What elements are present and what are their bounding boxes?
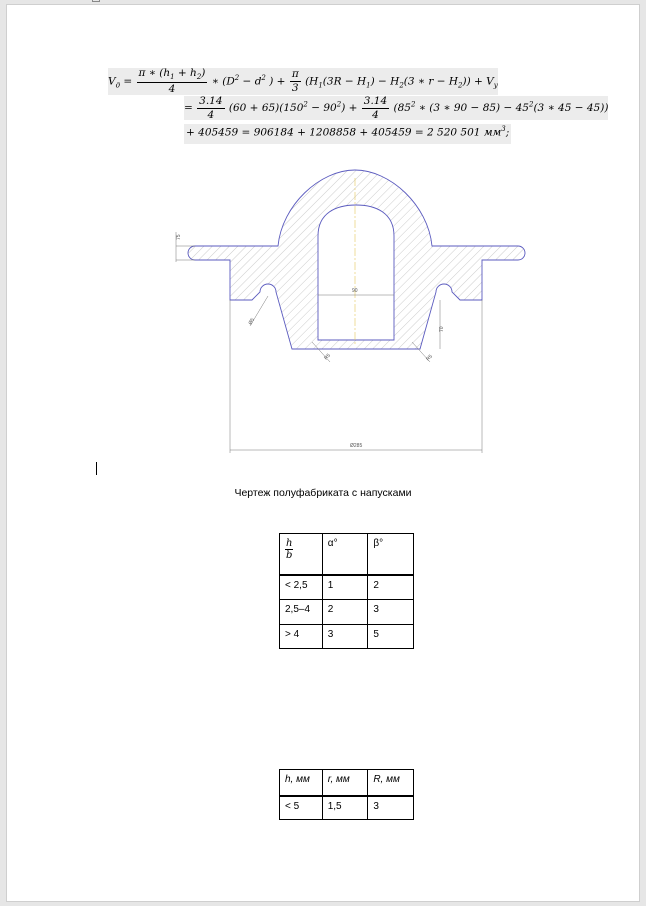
eq-num: 3.14 bbox=[363, 95, 388, 107]
angles-table bbox=[279, 533, 414, 649]
eq-sup: 2 bbox=[303, 100, 308, 109]
eq-sup: 3 bbox=[501, 125, 506, 133]
eq-sup: 2 bbox=[261, 73, 266, 82]
table-header-cell bbox=[280, 534, 323, 575]
dim-label-inner-width: 90 bbox=[352, 288, 358, 294]
table-cell: 3 bbox=[368, 796, 414, 820]
header-b: b bbox=[286, 550, 293, 561]
eq-tail: (3 ∗ 45 − 45)) bbox=[533, 102, 609, 114]
table-cell: 3 bbox=[368, 600, 414, 625]
eq-sup: 2 bbox=[234, 73, 240, 82]
table-header-cell: R, мм bbox=[368, 770, 414, 796]
eq-den1: 4 bbox=[168, 83, 176, 96]
table-row bbox=[280, 534, 414, 575]
table-cell: 2 bbox=[368, 575, 414, 600]
eq-end: ; bbox=[505, 126, 510, 139]
eq-tail: ) − H bbox=[370, 75, 400, 88]
table-header-cell: β° bbox=[368, 534, 414, 575]
eq-sub: 2 bbox=[399, 81, 404, 90]
eq-v-sub: д bbox=[115, 81, 121, 90]
dim-label-overall-width: Ø285 bbox=[350, 443, 363, 449]
part-section bbox=[188, 170, 525, 349]
eq-sub: 1 bbox=[366, 81, 371, 90]
eq-sup: 2 bbox=[528, 100, 534, 109]
eq-den: 4 bbox=[372, 108, 379, 121]
table-cell: < 2,5 bbox=[280, 575, 323, 600]
eq-minus-d: − d bbox=[239, 75, 262, 88]
eq-result: + 405459 = 906184 + 1208858 + 405459 = 2 520 501 мм bbox=[186, 126, 502, 139]
eq-tail: ∗ (3 ∗ 90 − 85) − 45 bbox=[415, 102, 529, 114]
eq-num1-mid: + h bbox=[174, 67, 197, 79]
table-cell: 2,5–4 bbox=[280, 600, 323, 625]
eq-mid: ) + bbox=[341, 102, 358, 114]
eq-sub: 2 bbox=[196, 73, 202, 82]
eq-v: V bbox=[108, 75, 116, 88]
eq-den: 4 bbox=[207, 108, 215, 121]
eq-pi: π bbox=[291, 68, 299, 81]
header-h: h bbox=[286, 538, 293, 549]
table-header-cell: α° bbox=[322, 534, 368, 575]
dim-label-right-height: 70 bbox=[439, 326, 445, 332]
table-cell: < 5 bbox=[280, 796, 323, 820]
figure-caption: Чертеж полуфабриката с напусками bbox=[234, 487, 412, 499]
eq-mid: − 90 bbox=[307, 102, 337, 114]
eq-num: 3.14 bbox=[199, 95, 223, 107]
table-header-cell: r, мм bbox=[322, 770, 368, 796]
eq-sup: 2 bbox=[410, 100, 416, 109]
eq-equals: = bbox=[184, 102, 193, 114]
eq-tail: (3 ∗ r − H bbox=[403, 75, 459, 88]
table-row bbox=[280, 796, 414, 820]
eq-mid: (60 + 65)(150 bbox=[228, 102, 304, 114]
dim-label-bottom-left: R5 bbox=[323, 352, 332, 362]
h-over-b bbox=[285, 538, 293, 561]
eq-num1: π ∗ (h bbox=[138, 67, 171, 79]
radii-table bbox=[279, 769, 414, 820]
eq-tail: )) + V bbox=[462, 75, 494, 88]
eq-num1-end: ) bbox=[201, 67, 206, 79]
dim-label-bottom-right: R5 bbox=[425, 353, 434, 363]
table-cell: > 4 bbox=[280, 625, 323, 649]
table-header-cell: h, мм bbox=[280, 770, 323, 796]
table-row bbox=[280, 575, 414, 600]
eq-close1: ) + bbox=[269, 75, 286, 88]
dim-label-top-left: 75 bbox=[176, 234, 182, 240]
eq-mul1: ∗ (D bbox=[211, 75, 235, 88]
table-cell: 3 bbox=[322, 625, 368, 649]
eq-sup: 2 bbox=[336, 100, 342, 109]
eq-tail: (H bbox=[305, 75, 319, 88]
table-cell: 2 bbox=[322, 600, 368, 625]
table-cell: 1 bbox=[322, 575, 368, 600]
eq-sub: у bbox=[493, 81, 498, 90]
eq-sub: 1 bbox=[318, 81, 323, 90]
eq-sub: 1 bbox=[170, 73, 175, 82]
table-cell: 5 bbox=[368, 625, 414, 649]
table-cell: 1,5 bbox=[322, 796, 368, 820]
table-row bbox=[280, 770, 414, 796]
eq-tail: (3R − H bbox=[322, 75, 367, 88]
dim-label-left-radius: Ø5 bbox=[247, 317, 257, 326]
eq-den2: 3 bbox=[291, 81, 299, 94]
table-row bbox=[280, 600, 414, 625]
table-row bbox=[280, 625, 414, 649]
eq-sub: 2 bbox=[458, 81, 463, 90]
eq-equals: = bbox=[123, 75, 133, 88]
eq-tail: (85 bbox=[393, 102, 411, 114]
text-cursor bbox=[96, 462, 97, 475]
